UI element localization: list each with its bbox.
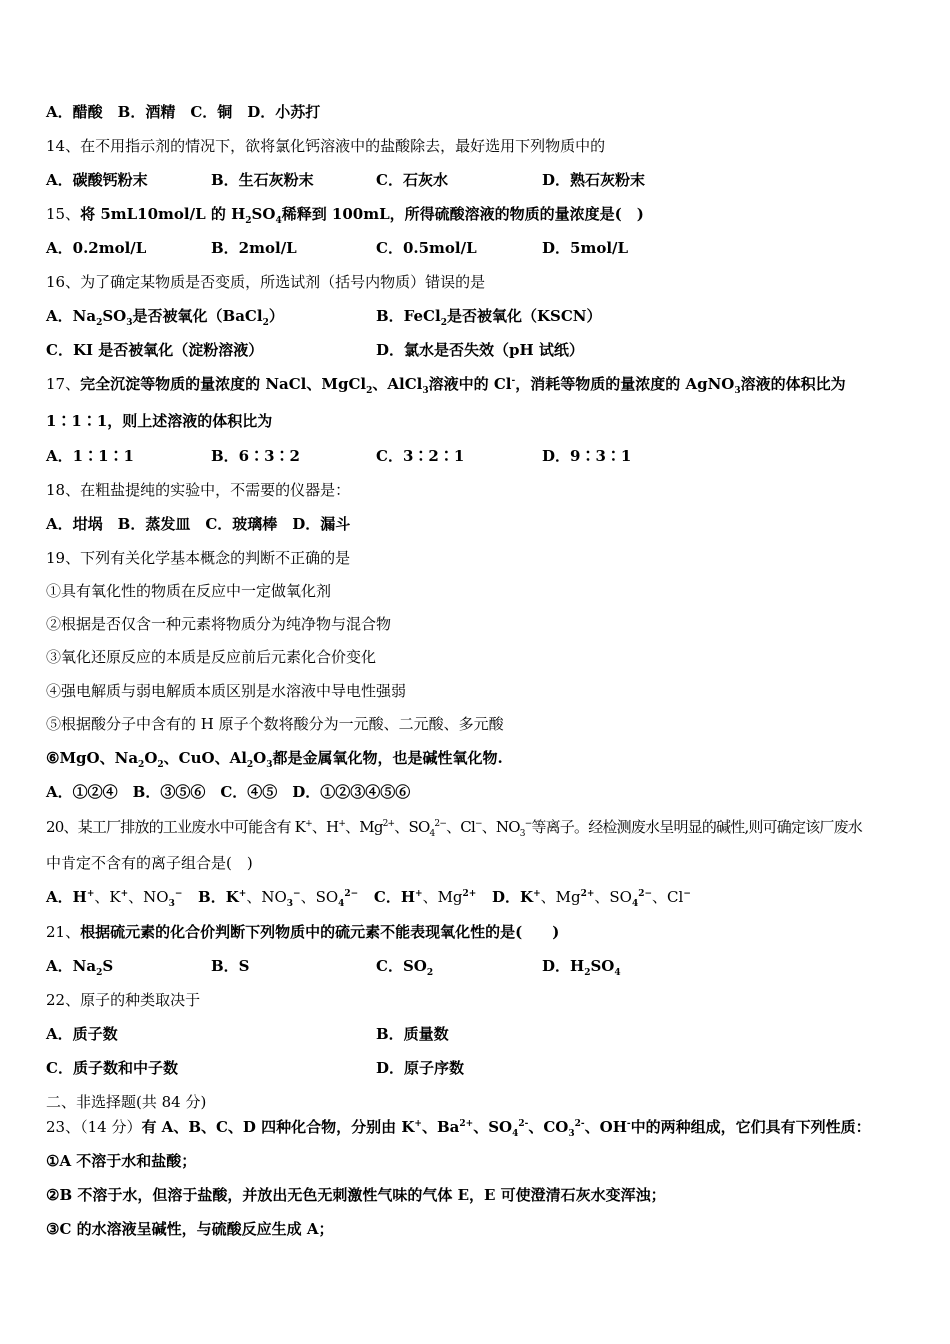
q19-statement-5: ⑤根据酸分子中含有的 H 原子个数将酸分为一元酸、二元酸、多元酸 bbox=[46, 715, 504, 733]
q22-option-b: B．质量数 bbox=[376, 1025, 449, 1043]
question-14: 14、在不用指示剂的情况下，欲将氯化钙溶液中的盐酸除去，最好选用下列物质中的 bbox=[46, 137, 606, 155]
q17-option-a: A．1∶1∶1 bbox=[46, 447, 134, 465]
q20-options bbox=[46, 887, 691, 907]
q19-statement-4: ④强电解质与弱电解质本质区别是水溶液中导电性强弱 bbox=[46, 682, 407, 700]
q15-option-b: B．2mol/L bbox=[211, 239, 297, 257]
q21-option-b: B．S bbox=[211, 957, 250, 975]
q15-option-a: A．0.2mol/L bbox=[46, 239, 147, 257]
q17-option-c: C．3∶2∶1 bbox=[376, 447, 465, 465]
q15-option-c: C．0.5mol/L bbox=[376, 239, 477, 257]
question-21: 21、根据硫元素的化合价判断下列物质中的硫元素不能表现氧化性的是( ) bbox=[46, 923, 560, 941]
q14-option-d: D．熟石灰粉末 bbox=[542, 171, 646, 189]
q21-option-c: C．$SO_2$ bbox=[376, 957, 434, 978]
q14-option-b: B．生石灰粉末 bbox=[211, 171, 314, 189]
q22-option-d: D．原子序数 bbox=[376, 1059, 465, 1077]
q21-option-a: A．$Na_2S$ bbox=[46, 957, 114, 978]
q18-options: A．坩埚 B．蒸发皿 C．玻璃棒 D．漏斗 bbox=[46, 515, 351, 533]
q14-option-a: A．碳酸钙粉末 bbox=[46, 171, 148, 189]
q20-option-c: C．H+、$Mg^{2+}$ bbox=[373, 888, 477, 906]
q15-option-d: D．5mol/L bbox=[542, 239, 629, 257]
q17-option-b: B．6∶3∶2 bbox=[211, 447, 300, 465]
q16-option-d: D．氯水是否失效（pH 试纸） bbox=[376, 341, 584, 359]
q20-option-a: A．H+、K+、$NO_3^-$ bbox=[46, 888, 183, 909]
question-20-line2: 中肯定不含有的离子组合是( ) bbox=[46, 854, 253, 872]
q16-option-a: A．$Na_2SO_3$是否被氧化（BaCl$_2$） bbox=[46, 307, 284, 328]
question-16: 16、为了确定某物质是否变质，所选试剂（括号内物质）错误的是 bbox=[46, 273, 486, 291]
q17-option-d: D．9∶3∶1 bbox=[542, 447, 632, 465]
q19-statement-1: ①具有氧化性的物质在反应中一定做氧化剂 bbox=[46, 582, 332, 600]
q20-option-b: B．K+、$NO_3^-$、$SO_4^{2-}$ bbox=[198, 888, 359, 909]
q23-property-2: ②B 不溶于水，但溶于盐酸，并放出无色无刺激性气味的气体 E，E 可使澄清石灰水变浑浊； bbox=[46, 1186, 666, 1204]
question-18: 18、在粗盐提纯的实验中，不需要的仪器是： bbox=[46, 481, 351, 499]
question-17-line2: 1∶1∶1，则上述溶液的体积比为 bbox=[46, 412, 273, 430]
q23-property-1: ①A 不溶于水和盐酸； bbox=[46, 1152, 197, 1170]
q20-option-d: D．K+、$Mg^{2+}$、$SO_4^{2-}$、Cl− bbox=[492, 888, 691, 909]
q16-option-b: B．FeCl$_2$是否被氧化（KSCN） bbox=[376, 307, 602, 328]
q22-option-a: A．质子数 bbox=[46, 1025, 118, 1043]
q19-options: A．①②④ B．③⑤⑥ C．④⑤ D．①②③④⑤⑥ bbox=[46, 783, 411, 801]
q19-statement-6: ⑥MgO、$Na_2O_2$、CuO、$Al_2O_3$都是金属氧化物，也是碱性氧化物. bbox=[46, 749, 503, 770]
question-23: 23、（14 分）有 A、B、C、D 四种化合物，分别由 K+、$Ba^{2+}$、$SO_4^{2-}$、$CO_3^{2-}$、OH-中的两种组成，它们具有下列性质： bbox=[46, 1118, 871, 1139]
q23-property-3: ③C 的水溶液呈碱性，与硫酸反应生成 A； bbox=[46, 1220, 334, 1238]
q19-statement-2: ②根据是否仅含一种元素将物质分为纯净物与混合物 bbox=[46, 615, 392, 633]
q19-statement-3: ③氧化还原反应的本质是反应前后元素化合价变化 bbox=[46, 648, 377, 666]
section-2-title: 二、非选择题(共 84 分) bbox=[46, 1093, 207, 1111]
question-20: 20、某工厂排放的工业废水中可能含有 K+、H+、$Mg^{2+}$、$SO_4^{2-}$、Cl−、$NO_3^-$等离子。经检测废水呈明显的碱性,则可确定该厂废水 bbox=[46, 818, 863, 839]
q13-options: A．醋酸 B．酒精 C．铜 D．小苏打 bbox=[46, 103, 321, 121]
q22-option-c: C．质子数和中子数 bbox=[46, 1059, 178, 1077]
question-19: 19、下列有关化学基本概念的判断不正确的是 bbox=[46, 549, 351, 567]
q16-option-c: C．KI 是否被氧化（淀粉溶液） bbox=[46, 341, 264, 359]
question-15: 15、将 5mL10mol/L 的 $H_2SO_4$稀释到 100mL，所得硫酸溶液的物质的量浓度是( ) bbox=[46, 205, 644, 226]
question-17: 17、完全沉淀等物质的量浓度的 NaCl、MgCl$_2$、AlCl$_3$溶液中的 Cl-，消耗等物质的量浓度的 AgNO$_3$溶液的体积比为 bbox=[46, 375, 846, 396]
q21-option-d: D．$H_2SO_4$ bbox=[542, 957, 621, 978]
q14-option-c: C．石灰水 bbox=[376, 171, 448, 189]
question-22: 22、原子的种类取决于 bbox=[46, 991, 201, 1009]
